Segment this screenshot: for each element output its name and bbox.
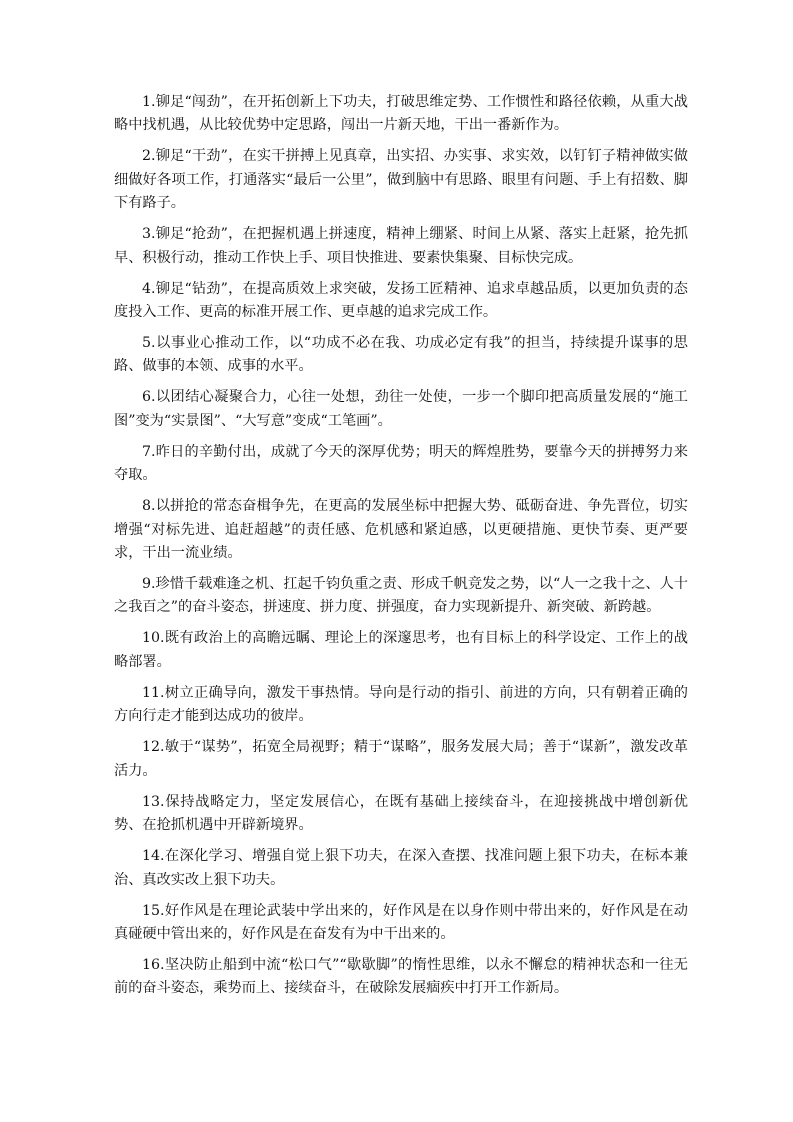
paragraph-14: 14.在深化学习、增强自觉上狠下功夫，在深入查摆、找准问题上狠下功夫，在标本兼治、真改实改上狠下功夫。: [114, 848, 688, 888]
paragraph-4: 4.铆足“钻劲”，在提高质效上求突破，发扬工匠精神、追求卓越品质，以更加负责的态度投入工作、更高的标准开展工作、更卓越的追求完成工作。: [114, 280, 688, 321]
paragraph-15: 15.好作风是在理论武装中学出来的，好作风是在以身作则中带出来的，好作风是在动真碰硬中管出来的，好作风是在奋发有为中干出来的。: [114, 902, 688, 942]
paragraph-3: 3.铆足“抢劲”，在把握机遇上拼速度，精神上绷紧、时间上从紧、落实上赶紧，抢先抓早、积极行动，推动工作快上手、项目快推进、要素快集聚、目标快完成。: [114, 226, 688, 266]
paragraph-7: 7.昨日的辛勤付出，成就了今天的深厚优势；明天的辉煌胜势，要靠今天的拼搏努力来夺取。: [114, 443, 688, 484]
paragraph-16: 16.坚决防止船到中流“松口气”“歇歇脚”的惰性思维，以永不懈怠的精神状态和一往无前的奋斗姿态，乘势而上、接续奋斗，在破除发展痼疾中打开工作新局。: [114, 956, 688, 997]
document-body: [114, 91, 688, 1008]
paragraph-9: 9.珍惜千载难逢之机、扛起千钧负重之责、形成千帆竞发之势，以“人一之我十之、人十之我百之”的奋斗姿态，拼速度、拼力度、拼强度，奋力实现新提升、新突破、新跨越。: [114, 576, 688, 616]
paragraph-2: 2.铆足“干劲”，在实干拼搏上见真章，出实招、办实事、求实效，以钉钉子精神做实做细做好各项工作，打通落实“最后一公里”，做到脑中有思路、眼里有问题、手上有招数、脚下有路子。: [114, 148, 688, 212]
paragraph-1: 1.铆足“闯劲”，在开拓创新上下功夫，打破思维定势、工作惯性和路径依赖，从重大战略中找机遇，从比较优势中定思路，闯出一片新天地，干出一番新作为。: [114, 94, 688, 134]
paragraph-13: 13.保持战略定力，坚定发展信心，在既有基础上接续奋斗，在迎接挑战中增创新优势、在抢抓机遇中开辟新境界。: [114, 793, 688, 834]
paragraph-8: 8.以拼抢的常态奋楫争先，在更高的发展坐标中把握大势、砥砺奋进、争先晋位，切实增强“对标先进、追赶超越”的责任感、危机感和紧迫感，以更硬措施、更快节奏、更严要求，干出一流业绩。: [114, 498, 688, 562]
paragraph-10: 10.既有政治上的高瞻远瞩、理论上的深邃思考，也有目标上的科学设定、工作上的战略部署。: [114, 630, 688, 670]
paragraph-12: 12.敏于“谋势”，拓宽全局视野；精于“谋略”，服务发展大局；善于“谋新”，激发改革活力。: [114, 739, 688, 779]
paragraph-6: 6.以团结心凝聚合力，心往一处想，劲往一处使，一步一个脚印把高质量发展的“施工图”变为“实景图”、“大写意”变成“工笔画”。: [114, 389, 688, 429]
paragraph-11: 11.树立正确导向，激发干事热情。导向是行动的指引、前进的方向，只有朝着正确的方向行走才能到达成功的彼岸。: [114, 684, 688, 725]
paragraph-5: 5.以事业心推动工作，以“功成不必在我、功成必定有我”的担当，持续提升谋事的思路、做事的本领、成事的水平。: [114, 335, 688, 375]
